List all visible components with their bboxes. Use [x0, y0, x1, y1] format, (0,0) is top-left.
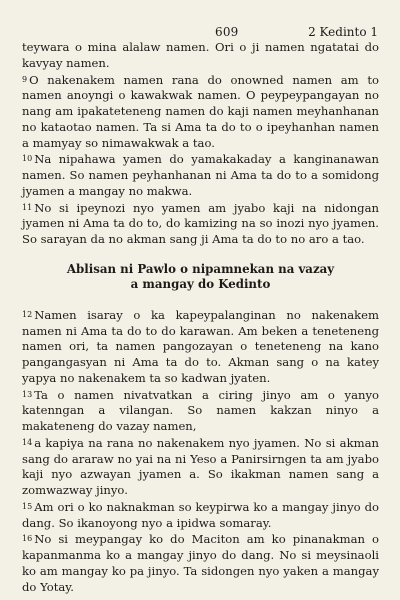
- section-heading-line: a mangay do Kedinto: [130, 277, 271, 292]
- verse-number: 9: [22, 74, 28, 84]
- verse-text: O nakenakem namen rana do onowned namen am to namen anoyngi o kawakwak namen. O peypeypangayan no nang am ipakateteneng namen do kaji namen meyhanhanan no kataotao namen. Ta si Ama ta do to o ipeyhanhan namen a mamyay so nimawakwak a tao.: [22, 72, 379, 150]
- verse-text: Ta o namen nivatvatkan a ciring jinyo am o yanyo katenngan a vilangan. So namen kakzan ninyo a makateneng do vazay namen,: [22, 387, 379, 433]
- verse-text: Am ori o ko naknakman so keypirwa ko a mangay jinyo do dang. So ikanoyong nyo a ipidwa somaray.: [22, 499, 379, 530]
- verse-text: Namen isaray o ka kapeypalanginan no nakenakem namen ni Ama ta do to do karawan. Am beken a teneteneng namen ori, ta namen pangozayan o teneteneng na kano pangangasyan ni Ama ta do to. Akman sang o na katey yapya no nakenakem ta so kadwan jyaten.: [22, 307, 379, 385]
- verse-paragraph: [22, 435, 379, 499]
- verse-paragraph: [22, 72, 379, 152]
- verse-text: Na nipahawa yamen do yamakakaday a kanginanawan namen. So namen peyhanhanan ni Ama ta do to a somidong jyamen a mangay no makwa.: [22, 152, 379, 198]
- section-heading-line: Ablisan ni Pawlo o nipamnekan na vazay: [66, 261, 335, 276]
- verse-number: 10: [22, 154, 33, 164]
- verse-number: 16: [22, 534, 33, 544]
- verse-paragraph: [22, 531, 379, 595]
- running-head: 2 Kedinto 1: [308, 25, 378, 39]
- verse-paragraph: [22, 40, 379, 72]
- verse-number: 11: [22, 202, 33, 212]
- main-text: [22, 40, 379, 595]
- verse-paragraph: [22, 387, 379, 435]
- page-number: 609: [215, 25, 239, 39]
- verse-text: No si meypangay ko do Maciton am ko pinanakman o kapanmanma ko a mangay jinyo do dang. No si meysinaoli ko am mangay ko pa jinyo. Ta sidongen nyo yaken a mangay do Yotay.: [22, 532, 379, 594]
- page-header: [22, 0, 379, 40]
- section-heading: [42, 262, 359, 293]
- verse-text: No si ipeynozi nyo yamen am jyabo kaji na nidongan jyamen ni Ama ta do to, do kamizing na so inozi nyo jyamen. So sarayan da no akman sang ji Ama ta do to no aro a tao.: [22, 200, 379, 246]
- verse-paragraph: [22, 499, 379, 532]
- verse-paragraph: [22, 307, 379, 387]
- verse-number: 14: [22, 437, 33, 447]
- verse-paragraph: [22, 151, 379, 199]
- verse-number: 13: [22, 389, 33, 399]
- verse-number: 12: [22, 309, 33, 319]
- verse-text: teywara o mina alalaw namen. Ori o ji namen ngatatai do kavyay namen.: [22, 40, 379, 70]
- verse-text: a kapiya na rana no nakenakem nyo jyamen. No si akman sang do araraw no yai na ni Yeso a Panirsirngen ta am jyabo kaji nyo azwayan jyamen a. So ikakman namen sang a zomwazway jinyo.: [22, 435, 379, 497]
- verse-number: 15: [22, 501, 33, 511]
- verse-paragraph: [22, 200, 379, 248]
